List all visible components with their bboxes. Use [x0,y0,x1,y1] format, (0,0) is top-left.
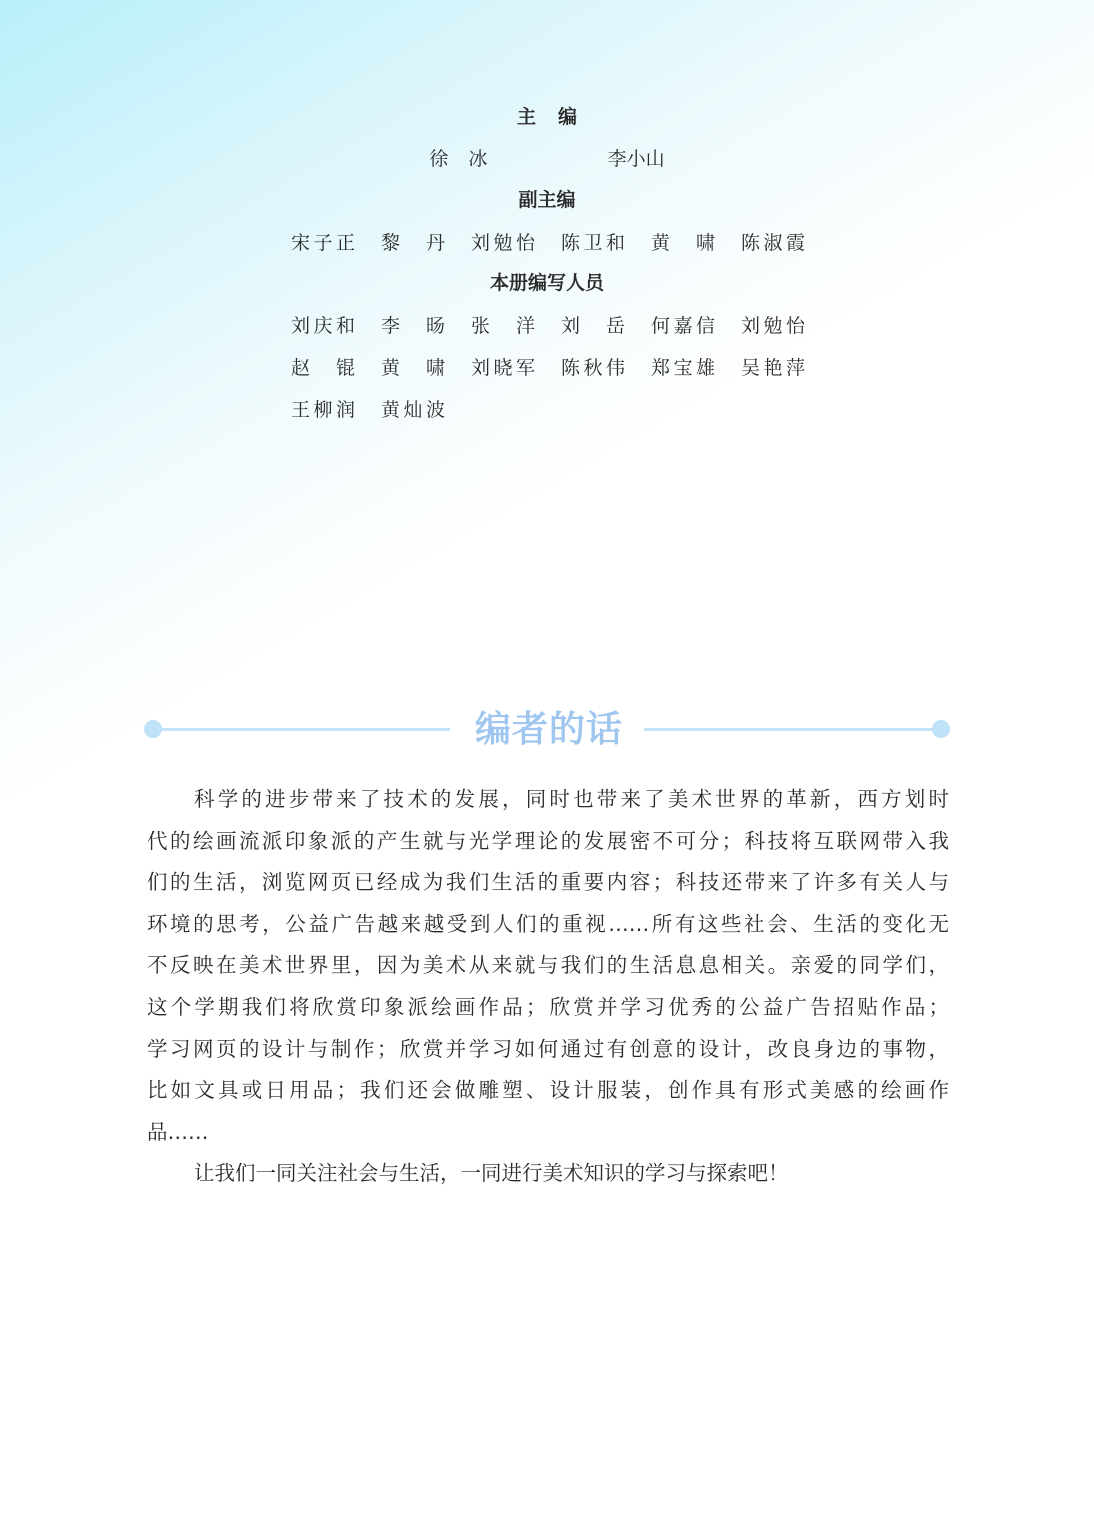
paragraph-line: 比如文具或日用品；我们还会做雕塑、设计服装，创作具有形式美感的绘画作 [147,1078,949,1103]
writer-name: 刘 岳 [561,314,625,337]
writer-name: 郑宝雄 [651,356,715,379]
deputy-editor-name: 刘勉怡 [471,231,535,254]
chief-editor-heading: 主编 [516,106,599,128]
deputy-editor-name: 黎 丹 [381,231,445,254]
paragraph-line: 让我们一同关注社会与生活，一同进行美术知识的学习与探索吧！ [194,1161,789,1186]
foreword-title: 编者的话 [474,709,623,750]
paragraph-line: 代的绘画流派印象派的产生就与光学理论的发展密不可分；科技将互联网带入我 [147,828,949,853]
foreword-heading [146,706,952,754]
paragraph-line: 们的生活，浏览网页已经成为我们生活的重要内容；科技还带来了许多有关人与 [147,870,949,895]
chief-editor-name: 徐 冰 [429,147,488,170]
paragraph-line: 不反映在美术世界里，因为美术从来就与我们的生活息息相关。亲爱的同学们， [147,953,949,978]
writer-name: 张 洋 [471,314,535,337]
paragraph-line: 品…… [147,1119,209,1144]
writer-name: 刘晓军 [471,356,535,379]
deputy-editor-heading: 副主编 [518,189,576,211]
paragraph-line: 科学的进步带来了技术的发展，同时也带来了美术世界的革新，西方划时 [194,787,949,811]
rule-right [644,728,940,731]
paragraph-line: 环境的思考，公益广告越来越受到人们的重视……所有这些社会、生活的变化无 [147,911,949,936]
writer-name: 吴艳萍 [741,356,805,379]
writer-name: 赵 锟 [291,356,355,379]
writer-name: 刘庆和 [291,314,355,337]
writer-name: 何嘉信 [651,314,715,337]
writer-name: 王柳润 [291,398,355,421]
deputy-editor-names [291,222,831,264]
paragraph-line: 这个学期我们将欣赏印象派绘画作品；欣赏并学习优秀的公益广告招贴作品； [147,994,949,1019]
writer-name: 陈秋伟 [561,356,625,379]
chief-editor-name: 李小山 [607,147,665,170]
deputy-editor-name: 宋子正 [291,231,355,254]
deputy-editor-name: 黄 啸 [651,231,715,254]
writer-name: 黄 啸 [381,356,445,379]
foreword-body [147,779,949,1195]
writer-name: 刘勉怡 [741,314,805,337]
writer-name: 黄灿波 [381,398,445,421]
rule-dot-right [932,720,950,738]
credits-section [0,97,1094,431]
deputy-editor-name: 陈淑霞 [741,231,805,254]
chief-editor-names [0,139,1094,181]
writer-names [291,305,831,431]
paragraph-line: 学习网页的设计与制作；欣赏并学习如何通过有创意的设计，改良身边的事物， [147,1036,949,1061]
deputy-editor-name: 陈卫和 [561,231,625,254]
writer-name: 李 旸 [381,314,445,337]
writers-heading: 本册编写人员 [489,272,604,294]
